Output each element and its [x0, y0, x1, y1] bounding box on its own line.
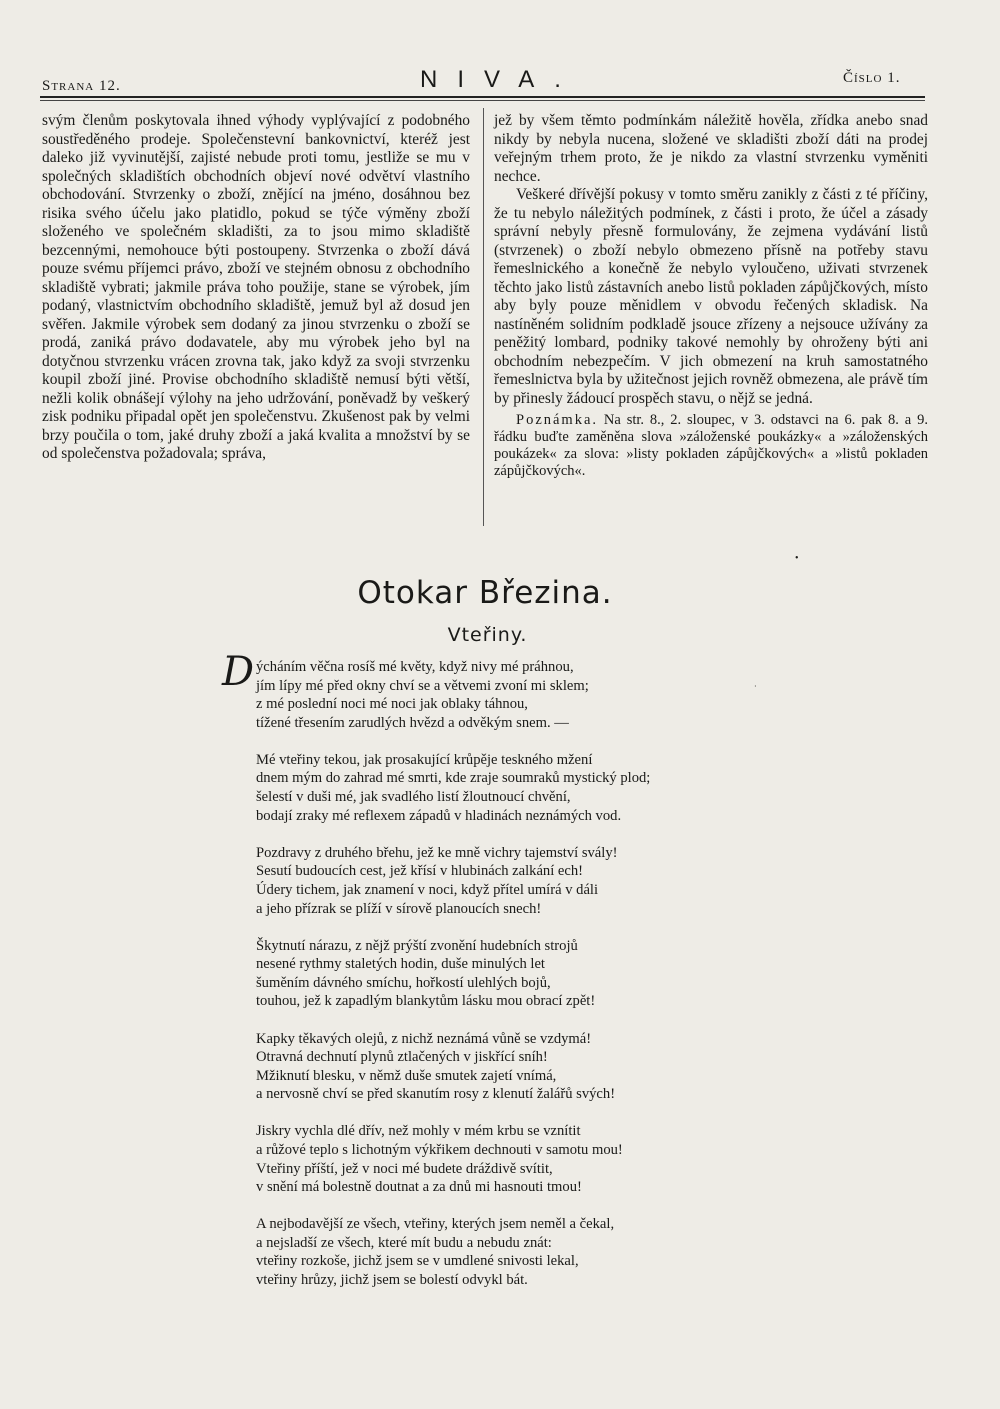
- stanza: [256, 1122, 776, 1196]
- poem-line: Mžiknutí blesku, v němž duše smutek zajetí vnímá,: [256, 1067, 557, 1084]
- poem-line: ýcháním věčna rosíš mé květy, když nivy mé práhnou,: [256, 659, 574, 675]
- poem-line: touhou, jež k zapadlým blankytům lásku mou obrací zpět!: [256, 993, 596, 1010]
- speck: ·: [754, 682, 757, 691]
- stanzas: [256, 658, 776, 1290]
- journal-title: NIVA.: [420, 66, 581, 93]
- note-label: Poznámka.: [516, 412, 599, 428]
- poem-line: a nejsladší ze všech, které mít budu a nebudu znát:: [256, 1234, 552, 1251]
- left-column: [42, 112, 470, 464]
- right-column: [494, 112, 928, 480]
- poem-title: Vteřiny.: [447, 624, 528, 646]
- poem-line: Jiskry vychla dlé dřív, než mohly v mém krbu se vznítit: [256, 1123, 581, 1140]
- poem-line: Škytnutí nárazu, z nějž prýští zvonění hudebních strojů: [256, 937, 578, 954]
- poem-line: A nejbodavější ze všech, vteřiny, kterých jsem neměl a čekal,: [256, 1216, 615, 1233]
- stanza: [256, 844, 776, 918]
- stanza: [256, 658, 776, 732]
- header-rule: [40, 96, 925, 98]
- poem-line: Sesutí budoucích cest, jež křísí v hlubinách zalkání ech!: [256, 863, 584, 880]
- poem-line: šelestí v duši mé, jak svadlého listí žloutnoucí chvění,: [256, 789, 571, 806]
- poem-line: vteřiny rozkoše, jichž jsem se v umdlené snivosti lekal,: [256, 1253, 579, 1270]
- poem-line: z mé poslední noci mé noci jak oblaky táhnou,: [256, 696, 528, 713]
- paragraph: jež by všem těmto podmínkám náležitě hověla, zřídka anebo snad nikdy by nebyla nucena, složené ve skladišti zboží dáti na prodej veřejným trhem proto, že je nikdo za vlastní stvrzenku vyměniti nechce.: [494, 112, 928, 185]
- paragraph: Veškeré dřívější pokusy v tomto směru zanikly z části z té příčiny, že tu nebylo náležitých podmínek, z části i proto, že účel a zásady správní nebyly přesně formulovány, že zejmena vydávání listů (stvrzenek) o zboží nebylo obmezeno přísně na potřeby stavu řemeslnického a konečně že nebylo vyloučeno, uživati stvrzenek těchto jako listů zástavních anebo listů pokladen zápůjčkových, místo aby byly pouze měnidlem v obvodu řečených skladisk. Na nastíněném solidním podkladě jsouce zřízeny a nejsouce užívány za peněžitý lombard, podniky takové nemohly by ohroženy býti ani obchodním nebezpečím. V jich obmezení na kruh samostatného řemeslnictva byla by užitečnost jejich rovněž obmezena, ale právě tím by přinesly žádoucí prospěch stavu, o nějž se jedná.: [494, 186, 928, 407]
- ornament-dot: •: [795, 553, 799, 564]
- poem-line: a nervosně chví se před skanutím rosy z klenutí žalářů svých!: [256, 1086, 616, 1103]
- poem-line: bodají zraky mé reflexem západů v hladinách neznámých vod.: [256, 807, 622, 824]
- poem-line: šuměním dávného smíchu, hořkostí ulehlých bojů,: [256, 974, 551, 991]
- poem-line: tížené třesením zarudlých hvězd a odvěkým snem. —: [256, 714, 569, 731]
- stanza: [256, 937, 776, 1011]
- page-number: Strana 12.: [42, 78, 121, 94]
- note-text: Na str. 8., 2. sloupec, v 3. odstavci na 6. pak 8. a 9. řádku buďte zaměněna slova »záloženské poukázky« a »záloženských poukázek« za slova: »listy pokladen zápůjčkových« a »listů pokladen zápůjčkových«.: [494, 412, 928, 479]
- editorial-note: [494, 412, 928, 480]
- poem-line: jím lípy mé před okny chví se a větvemi zvoní mi sklem;: [256, 677, 589, 694]
- poem-line: Mé vteřiny tekou, jak prosakující krůpěje teskného mžení: [256, 751, 593, 768]
- poem-line: Vteřiny příští, jež v noci mé budete dráždivě svítit,: [256, 1160, 553, 1177]
- header-rule-thin: [40, 100, 925, 101]
- poem-line: vteřiny hrůzy, jichž jsem se bolestí odvykl bát.: [256, 1272, 528, 1289]
- poem-line: nesené rythmy staletých hodin, duše minulých let: [256, 956, 545, 973]
- stanza: [256, 1215, 776, 1289]
- poem-line: a jeho přízrak se plíží v sírově planoucích snech!: [256, 900, 542, 917]
- issue-number: Číslo 1.: [843, 70, 901, 86]
- stanza: [256, 1030, 776, 1104]
- poem-line: Údery tichem, jak znamení v noci, když přítel umírá v dáli: [256, 881, 599, 898]
- stanza: [256, 751, 776, 825]
- column-divider: [483, 108, 484, 526]
- paragraph: svým členům poskytovala ihned výhody vyplývající z podobného soustředěného prodeje. Společenstevní bankovnictví, kteréž jest daleko již vyvinutější, zajisté nebude proti tomu, jestliže se mu v společných skladištích obchodních objeví nové odvětví vlastního obchodování. Stvrzenky o zboží, znějící na jméno, dosáhnou bez risika svého účelu jako platidlo, pokud se týče výměny zboží složeného ve společném skladišti, za to jsou mimo skladiště bezcennými, nemohouce býti postoupeny. Stvrzenka o zboží dává pouze svému příjemci právo, zboží ve stejném obnosu z obchodního skladiště vybrati; jakmile práva toho použije, stane se výrobek, jím podaný, vlastnictvím obchodního skladiště, jemuž byl až dosud jen svěřen. Jakmile výrobek sem dodaný za jinou stvrzenku o zboží se prodá, zaniká právo dodavatele, aby mu výrobek jeho byl na dotyčnou stvrzenku vrácen zrovna tak, jako když za svoji stvrzenku koupil zboží jiné. Provise obchodního skladiště nemusí býti větší, nežli kolik obnášejí výlohy na jeho udržování, poněvadž by veškerý zisk podniku připadal opět jen společenstvu. Zkušenost pak by velmi brzy poučila o tom, jaké druhy zboží a jaká kvalita a množství by se od společenstva požadovala; správa,: [42, 112, 470, 462]
- poem-body: [222, 649, 776, 1308]
- poem-line: dnem mým do zahrad mé smrti, kde zraje soumraků mystický plod;: [256, 770, 651, 787]
- poem-line: a růžové teplo s lichotným výkřikem dechnouti v samotu mou!: [256, 1141, 623, 1158]
- poem-line: Kapky těkavých olejů, z nichž neznámá vůně se vzdymá!: [256, 1030, 592, 1047]
- drop-cap: D: [222, 649, 255, 695]
- poem-line: v snění má bolestně doutnat a za dnů mi hasnouti tmou!: [256, 1179, 582, 1196]
- poem-author: Otokar Březina.: [357, 575, 613, 611]
- poem-line: Pozdravy z druhého břehu, jež ke mně vichry tajemství svály!: [256, 844, 618, 861]
- poem-line: Otravná dechnutí plynů ztlačených v jiskřící sníh!: [256, 1049, 548, 1066]
